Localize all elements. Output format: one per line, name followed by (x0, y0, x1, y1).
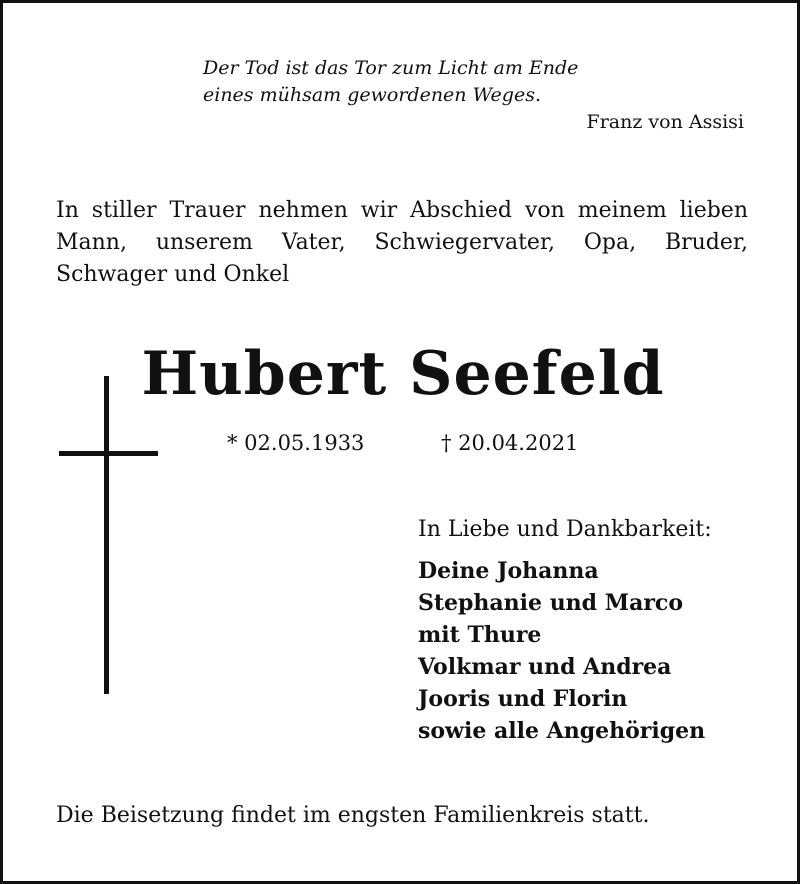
quote-line-1: Der Tod ist das Tor zum Licht am Ende (203, 57, 579, 79)
cross-vertical-bar (104, 376, 109, 694)
birth-date: * 02.05.1933 (227, 431, 365, 455)
family-list (418, 555, 705, 747)
intro-text: In stiller Trauer nehmen wir Abschied von meinem lieben Mann, unserem Vater, Schwiegervater, Opa, Bruder, Schwager und Onkel (56, 198, 748, 287)
signoff: In Liebe und Dankbarkeit: (418, 517, 712, 542)
family-member: Jooris und Florin (418, 686, 628, 712)
family-member: Deine Johanna (418, 558, 599, 584)
family-member: sowie alle Angehörigen (418, 718, 706, 744)
funeral-notice: Die Beisetzung findet im engsten Familienkreis statt. (56, 803, 650, 828)
family-member: Volkmar und Andrea (418, 654, 672, 680)
quote (203, 55, 578, 109)
quote-author: Franz von Assisi (586, 111, 744, 133)
death-date: † 20.04.2021 (441, 431, 579, 455)
cross-horizontal-bar (59, 451, 158, 456)
family-member: mit Thure (418, 622, 542, 648)
family-member: Stephanie und Marco (418, 590, 683, 616)
deceased-name: Hubert Seefeld (141, 339, 665, 409)
quote-line-2: eines mühsam gewordenen Weges. (203, 84, 541, 106)
